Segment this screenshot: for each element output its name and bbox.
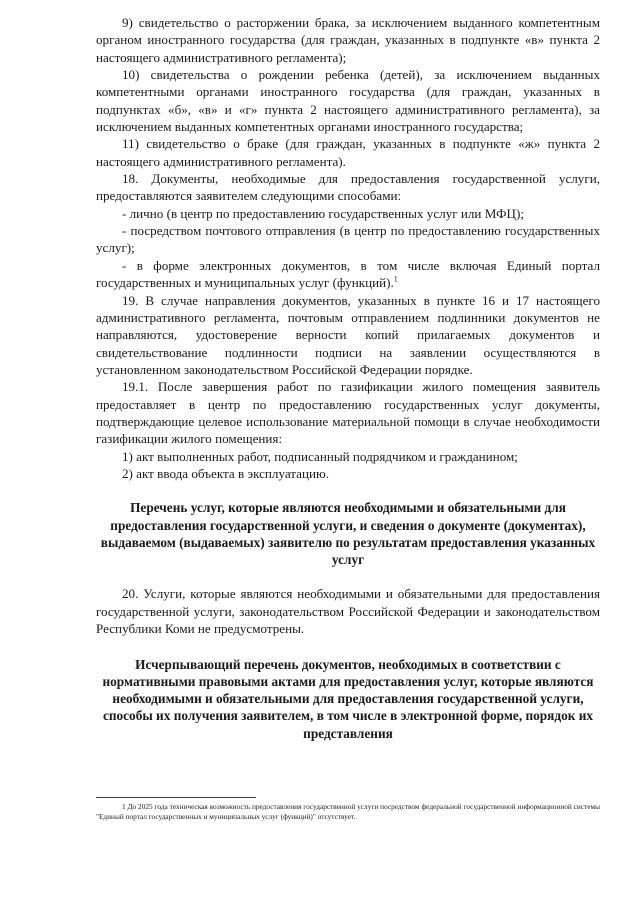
method-postal: - посредством почтового отправления (в центр по предоставлению государственных услуг); xyxy=(96,223,600,256)
item-9-paragraph: 9) свидетельство о расторжении брака, за исключением выданного компетентным органом иностранного государства (для граждан, указанных в подпункте «в» пункта 2 настоящего административного регламента); xyxy=(96,15,600,65)
section-heading-services: Перечень услуг, которые являются необходимыми и обязательными для предоставления государственной услуги, и сведения о документе (документах), выдаваемом (выдаваемых) заявителю по результатам предоставления указанных услуг xyxy=(100,500,596,568)
method-electronic-text: - в форме электронных документов, в том числе включая Единый портал государственных и муниципальных услуг (функций). xyxy=(96,257,600,291)
footnote-text: 1 До 2025 года техническая возможность предоставления государственной услуги посредством федеральной государственной информационной системы "Единый портал государственных и муниципальных услуг (функций)" отсутствует. xyxy=(96,802,600,821)
body-text-top xyxy=(96,14,600,482)
footnote-area xyxy=(96,797,600,822)
item-11-paragraph: 11) свидетельство о браке (для граждан, указанных в подпункте «ж» пункта 2 настоящего административного регламента). xyxy=(96,136,600,169)
document-item-2: 2) акт ввода объекта в эксплуатацию. xyxy=(122,465,330,481)
footnote-reference: 1 xyxy=(393,274,398,284)
section-19-1-paragraph: 19.1. После завершения работ по газификации жилого помещения заявитель предоставляет в центр по предоставлению государственных услуг документы, подтверждающие целевое использование материальной помощи в случае необходимости газификации жилого помещения: xyxy=(96,379,600,447)
method-in-person: - лично (в центр по предоставлению государственных услуг или МФЦ); xyxy=(122,205,524,221)
method-electronic xyxy=(96,257,600,292)
section-heading-documents: Исчерпывающий перечень документов, необходимых в соответствии с нормативными правовыми актами для предоставления услуг, которые являются необходимыми и обязательными для предоставления государственной услуги, способы их получения заявителем, в том числе в электронной форме, порядок их представления xyxy=(102,656,594,741)
item-10-paragraph: 10) свидетельства о рождении ребенка (детей), за исключением выданных компетентными органами иностранного государства (для граждан, указанных в подпунктах «б», «в» и «г» пункта 2 настоящего административного регламента), за исключением выданных компетентных органами иностранного государства; xyxy=(96,67,600,135)
document-item-1: 1) акт выполненных работ, подписанный подрядчиком и гражданином; xyxy=(122,448,518,464)
section-20-paragraph: 20. Услуги, которые являются необходимыми и обязательными для предоставления государственной услуги, законодательством Российской Федерации и законодательством Республики Коми не предусмотрены. xyxy=(96,586,600,637)
section-19-paragraph: 19. В случае направления документов, указанных в пункте 16 и 17 настоящего административного регламента, почтовым отправлением подлинники документов не направляются, удостоверение верности копий прилагаемых документов и свидетельствование подлинности подписи на заявлении осуществляются в установленном законодательством Российской Федерации порядке. xyxy=(96,292,600,377)
footnote-divider xyxy=(96,797,256,798)
section-18-paragraph: 18. Документы, необходимые для предоставления государственной услуги, предоставляются заявителем следующими способами: xyxy=(96,171,600,204)
